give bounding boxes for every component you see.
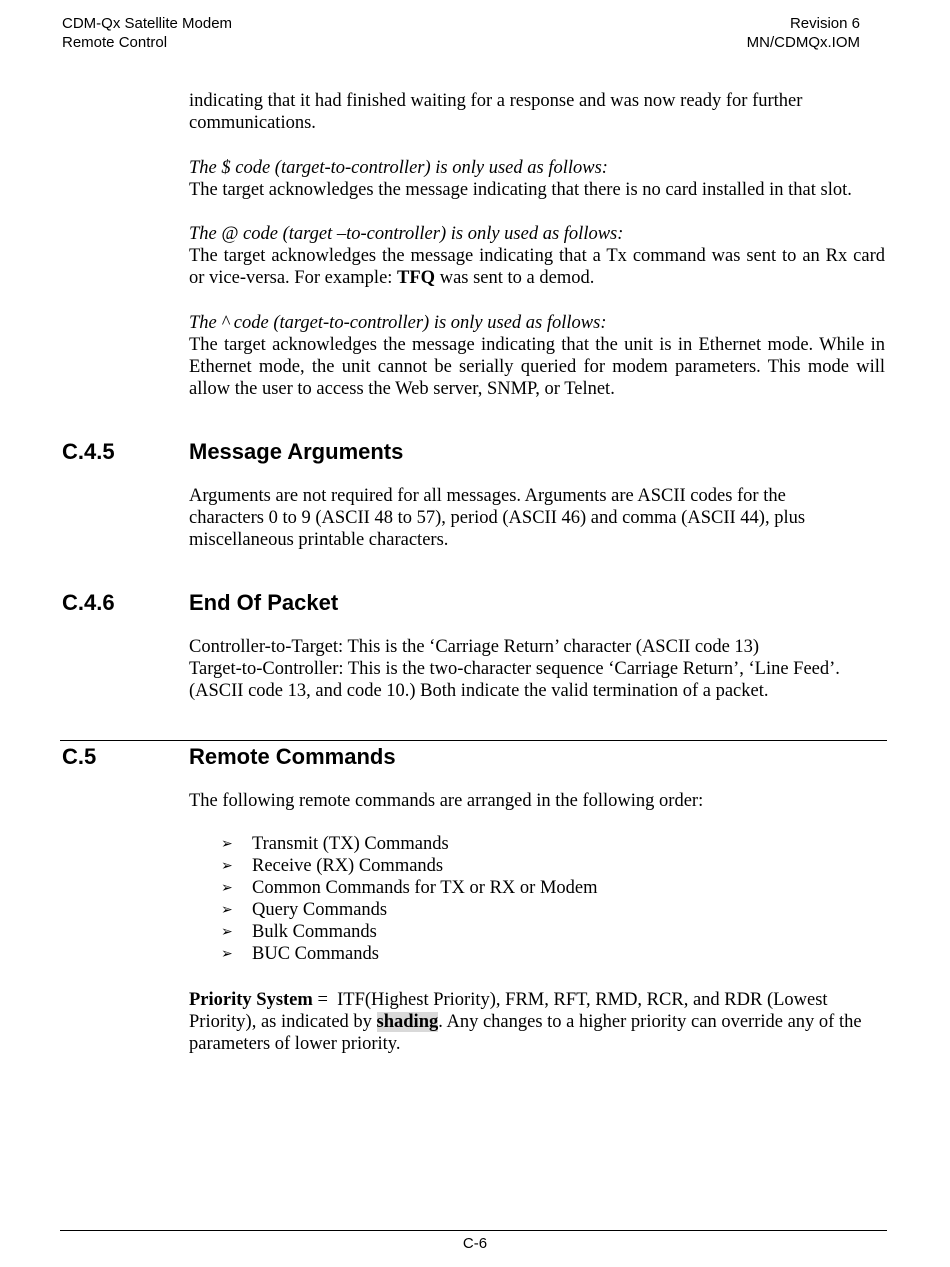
section-c45-paragraph: Arguments are not required for all messages. Arguments are ASCII codes for the characters 0 to 9 (ASCII 48 to 57), period (ASCII 46) and comma (ASCII 44), plus miscellaneous printable characters. (189, 486, 806, 550)
header-doc-id: MN/CDMQx.IOM (746, 34, 860, 51)
arrow-bullet-icon: ➢ (221, 902, 233, 918)
at-code-text (189, 245, 885, 289)
list-item-label: Transmit (TX) Commands (252, 834, 449, 854)
section-c5-number: C.5 (62, 744, 97, 769)
list-item (221, 855, 598, 877)
section-c5-intro: The following remote commands are arranged in the following order: (189, 791, 704, 811)
footer-rule (60, 1230, 887, 1231)
command-order-list (221, 833, 598, 965)
section-c46-paragraph (189, 636, 885, 702)
arrow-bullet-icon: ➢ (221, 924, 233, 940)
tfq-command: TFQ (397, 268, 436, 288)
priority-system-label: Priority System (189, 990, 313, 1010)
page-header-right (747, 14, 860, 52)
shading-highlight: shading (376, 1012, 439, 1032)
list-item-label: Common Commands for TX or RX or Modem (252, 878, 598, 898)
at-code-text-end: was sent to a demod. (435, 268, 595, 288)
page-number: C-6 (462, 1235, 488, 1252)
arrow-bullet-icon: ➢ (221, 858, 233, 874)
section-c5-title: Remote Commands (189, 744, 396, 769)
header-revision: Revision 6 (789, 15, 860, 32)
at-code-heading: The @ code (target –to-controller) is only used as follows: (189, 224, 624, 244)
section-divider (60, 740, 887, 741)
at-code-block (189, 223, 885, 289)
dollar-code-heading: The $ code (target-to-controller) is only used as follows: (189, 158, 608, 178)
list-item (221, 921, 598, 943)
continuation-paragraph: indicating that it had finished waiting for a response and was now ready for further communications. (189, 91, 803, 133)
dollar-code-block (189, 157, 885, 201)
section-c46-number: C.4.6 (62, 590, 115, 615)
priority-system-paragraph (189, 989, 885, 1055)
arrow-bullet-icon: ➢ (221, 880, 233, 896)
caret-code-heading: The ^ code (target-to-controller) is only used as follows: (189, 313, 607, 333)
section-c45-number: C.4.5 (62, 439, 115, 464)
list-item-label: Receive (RX) Commands (252, 856, 444, 876)
list-item-label: Query Commands (252, 900, 388, 920)
list-item (221, 943, 598, 965)
dollar-code-text: The target acknowledges the message indicating that there is no card installed in that slot. (189, 180, 852, 200)
list-item (221, 877, 598, 899)
section-c45-title: Message Arguments (189, 439, 404, 464)
priority-text-start: ITF(Highest Priority), FRM, RFT, RMD, RCR, and RDR (Lowest Priority), as indicated by (189, 990, 828, 1032)
end-of-packet-line-1: Controller-to-Target: This is the ‘Carriage Return’ character (ASCII code 13) (189, 637, 760, 657)
priority-equals: = (312, 990, 338, 1010)
arrow-bullet-icon: ➢ (221, 946, 233, 962)
priority-text-end: . Any changes to a higher priority can override any of the parameters of lower priority. (189, 1012, 862, 1054)
end-of-packet-line-3: (ASCII code 13, and code 10.) Both indicate the valid termination of a packet. (189, 681, 769, 701)
caret-code-block (189, 312, 885, 400)
list-item (221, 833, 598, 855)
header-document-title: CDM-Qx Satellite Modem (62, 15, 233, 32)
section-c46-title: End Of Packet (189, 590, 339, 615)
arrow-bullet-icon: ➢ (221, 836, 233, 852)
header-chapter-title: Remote Control (62, 34, 168, 51)
caret-code-text: The target acknowledges the message indicating that the unit is in Ethernet mode. While in Ethernet mode, the unit cannot be serially queried for modem parameters. This mode will allow the user to access the Web server, SNMP, or Telnet. (189, 335, 885, 399)
list-item-label: Bulk Commands (252, 922, 377, 942)
list-item-label: BUC Commands (252, 944, 379, 964)
page-header-left (62, 14, 232, 52)
list-item (221, 899, 598, 921)
end-of-packet-line-2: Target-to-Controller: This is the two-character sequence ‘Carriage Return’, ‘Line Feed’. (189, 659, 840, 679)
at-code-text-start: The target acknowledges the message indicating that a Tx command was sent to an Rx card or vice-versa. For example: (189, 246, 885, 288)
